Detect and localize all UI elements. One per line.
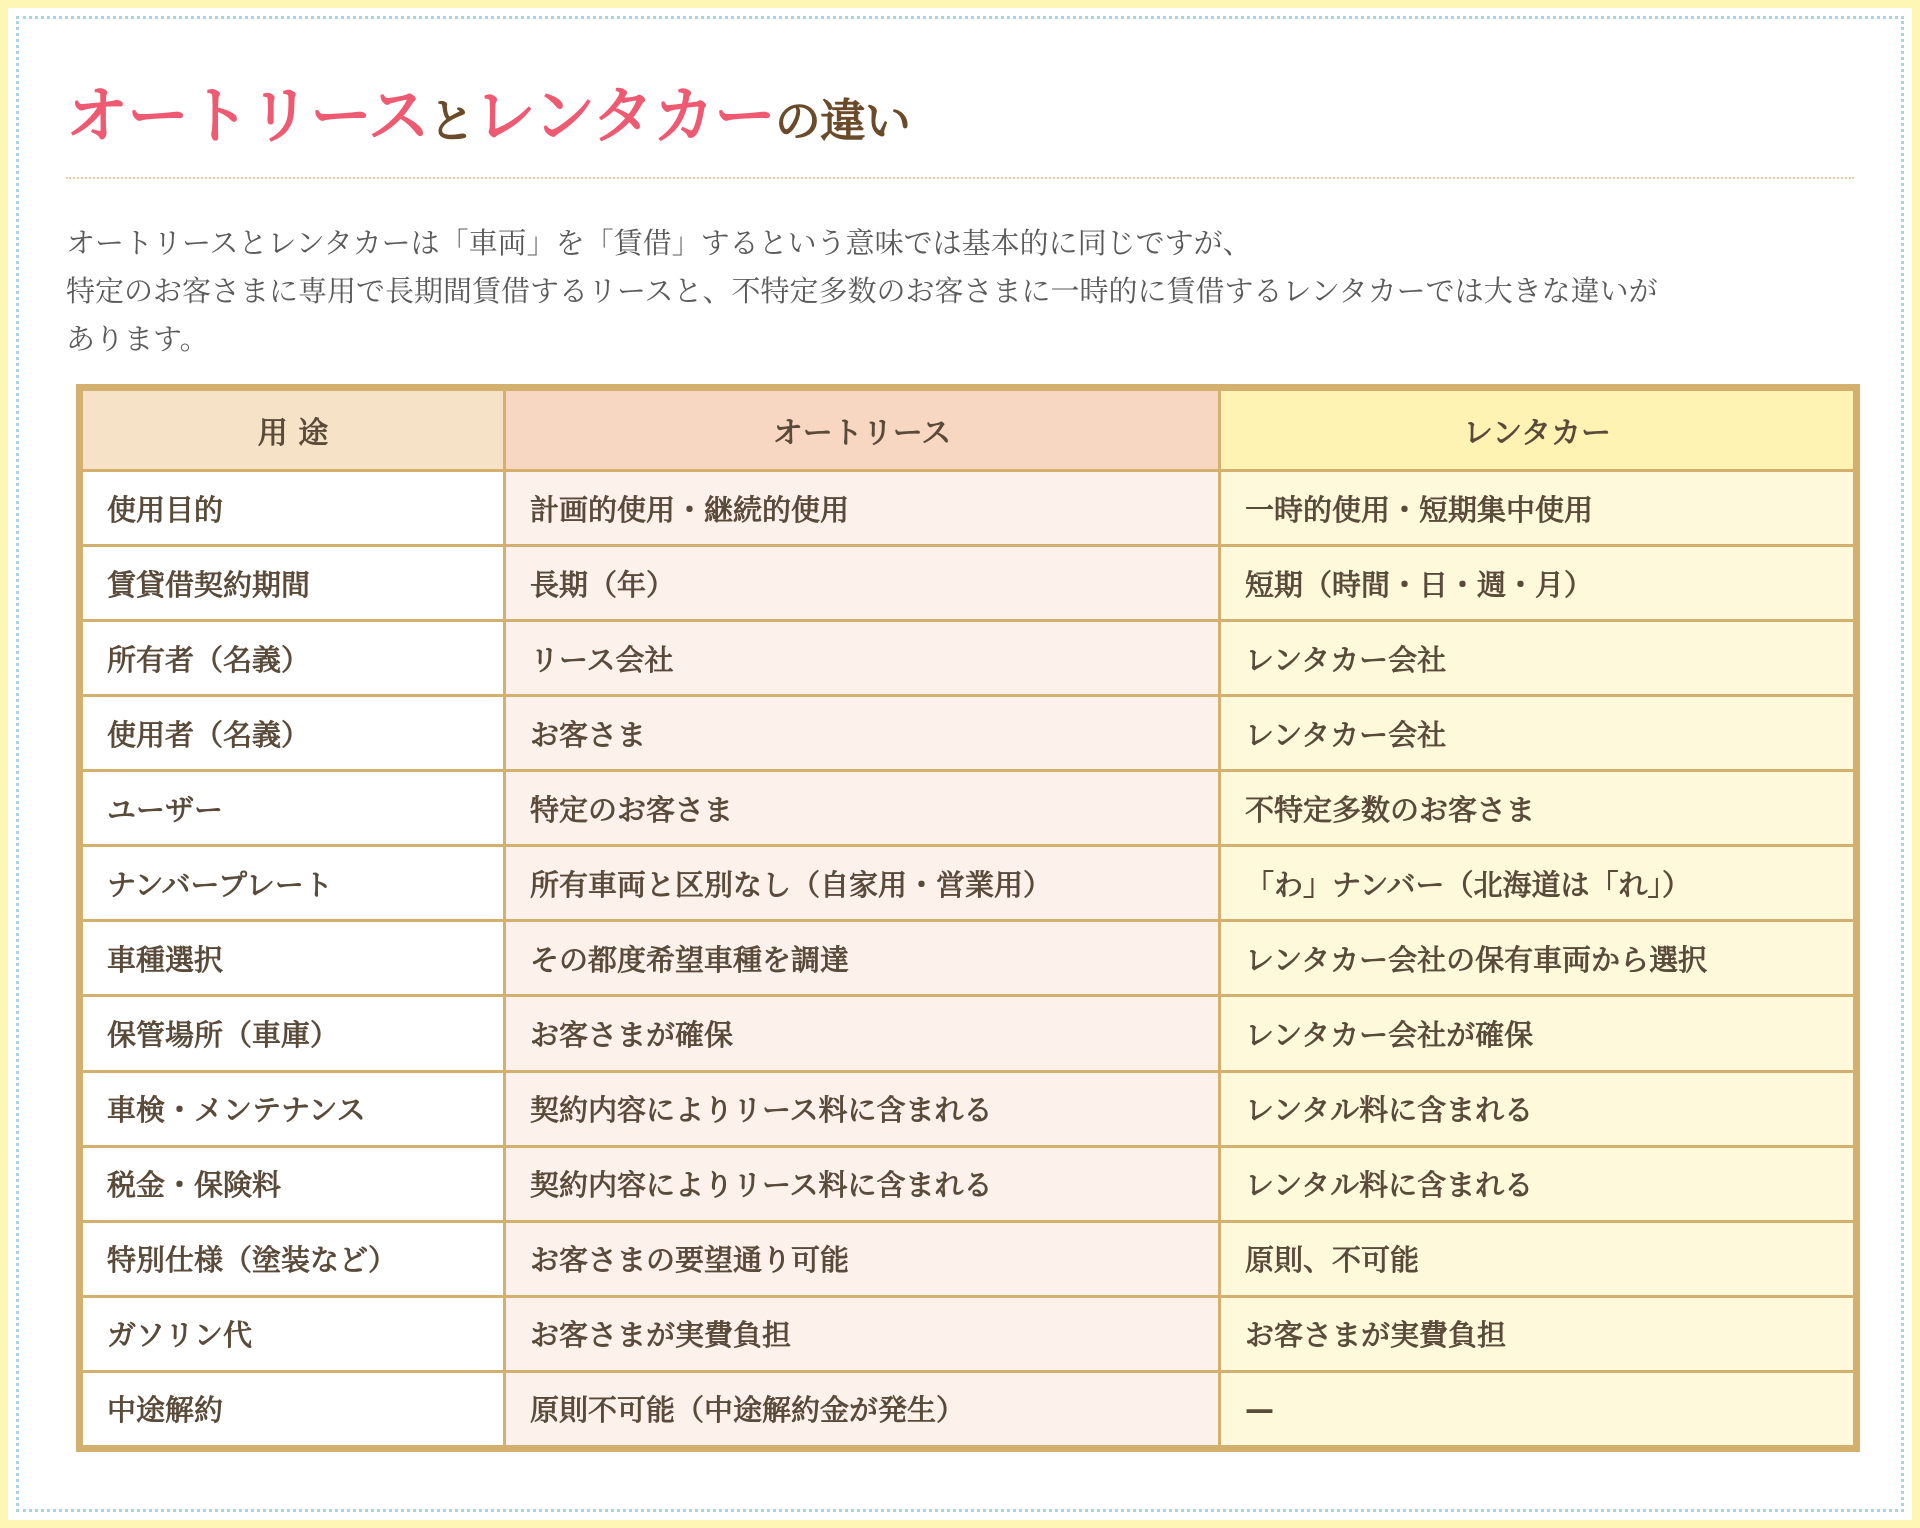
table-header (82, 390, 1855, 471)
cell-use: ナンバープレート (82, 846, 505, 921)
cell-use: 所有者（名義） (82, 621, 505, 696)
cell-use: 賃貸借契約期間 (82, 546, 505, 621)
cell-use: 使用目的 (82, 471, 505, 546)
cell-lease: 契約内容によりリース料に含まれる (505, 1146, 1220, 1221)
table-row (82, 996, 1855, 1071)
cell-use: 使用者（名義） (82, 696, 505, 771)
cell-use: 税金・保険料 (82, 1146, 505, 1221)
table-row (82, 1071, 1855, 1146)
cell-rental: お客さまが実費負担 (1220, 1296, 1855, 1371)
header-rental-car: レンタカー (1220, 390, 1855, 471)
cell-lease: 特定のお客さま (505, 771, 1220, 846)
cell-lease: 長期（年） (505, 546, 1220, 621)
table-row (82, 921, 1855, 996)
cell-use: 特別仕様（塗装など） (82, 1221, 505, 1296)
cell-lease: その都度希望車種を調達 (505, 921, 1220, 996)
cell-rental: レンタカー会社 (1220, 696, 1855, 771)
page-title-lease: オートリース (66, 79, 429, 152)
header-use: 用 途 (82, 390, 505, 471)
cell-rental: レンタル料に含まれる (1220, 1071, 1855, 1146)
cell-rental: レンタカー会社が確保 (1220, 996, 1855, 1071)
table-row (82, 1146, 1855, 1221)
cell-rental: 原則、不可能 (1220, 1221, 1855, 1296)
cell-rental: レンタカー会社 (1220, 621, 1855, 696)
table-body (82, 471, 1855, 1447)
page-title-rental: レンタカー (473, 79, 775, 152)
table-row (82, 471, 1855, 546)
header-auto-lease: オートリース (505, 390, 1220, 471)
table-row (82, 1221, 1855, 1296)
cell-rental: レンタル料に含まれる (1220, 1146, 1855, 1221)
cell-use: 保管場所（車庫） (82, 996, 505, 1071)
title-divider (66, 177, 1854, 179)
comparison-table-wrapper (76, 384, 1860, 1452)
cell-rental: 不特定多数のお客さま (1220, 771, 1855, 846)
table-header-row (82, 390, 1855, 471)
cell-lease: 所有車両と区別なし（自家用・営業用） (505, 846, 1220, 921)
cell-lease: お客さま (505, 696, 1220, 771)
cell-use: ガソリン代 (82, 1296, 505, 1371)
page-title (66, 70, 1854, 167)
comparison-table (80, 388, 1856, 1448)
table-row (82, 696, 1855, 771)
content-section (66, 70, 1854, 363)
page-title-difference: の違い (774, 94, 910, 148)
table-row (82, 621, 1855, 696)
intro-line-2: 特定のお客さまに専用で長期間賃借するリースと、不特定多数のお客さまに一時的に賃借するレンタカーでは大きな違いが (66, 274, 1658, 308)
cell-lease: リース会社 (505, 621, 1220, 696)
cell-lease: お客さまが確保 (505, 996, 1220, 1071)
cell-lease: 計画的使用・継続的使用 (505, 471, 1220, 546)
page-frame (8, 8, 1912, 1520)
cell-rental: 「わ」ナンバー（北海道は「れ」） (1220, 846, 1855, 921)
table-row (82, 771, 1855, 846)
cell-rental: レンタカー会社の保有車両から選択 (1220, 921, 1855, 996)
cell-lease: お客さまの要望通り可能 (505, 1221, 1220, 1296)
table-row (82, 1296, 1855, 1371)
cell-lease: 原則不可能（中途解約金が発生） (505, 1371, 1220, 1446)
cell-use: ユーザー (82, 771, 505, 846)
cell-rental: 一時的使用・短期集中使用 (1220, 471, 1855, 546)
cell-use: 中途解約 (82, 1371, 505, 1446)
intro-line-3: あります。 (66, 322, 209, 356)
intro-line-1: オートリースとレンタカーは「車両」を「賃借」するという意味では基本的に同じですが、 (66, 226, 1252, 260)
table-row (82, 546, 1855, 621)
page-title-and: と (428, 94, 474, 148)
table-row (82, 846, 1855, 921)
cell-lease: お客さまが実費負担 (505, 1296, 1220, 1371)
table-row (82, 1371, 1855, 1446)
cell-use: 車検・メンテナンス (82, 1071, 505, 1146)
cell-rental: 短期（時間・日・週・月） (1220, 546, 1855, 621)
cell-lease: 契約内容によりリース料に含まれる (505, 1071, 1220, 1146)
intro-text (66, 219, 1854, 363)
cell-rental: — (1220, 1371, 1855, 1446)
cell-use: 車種選択 (82, 921, 505, 996)
